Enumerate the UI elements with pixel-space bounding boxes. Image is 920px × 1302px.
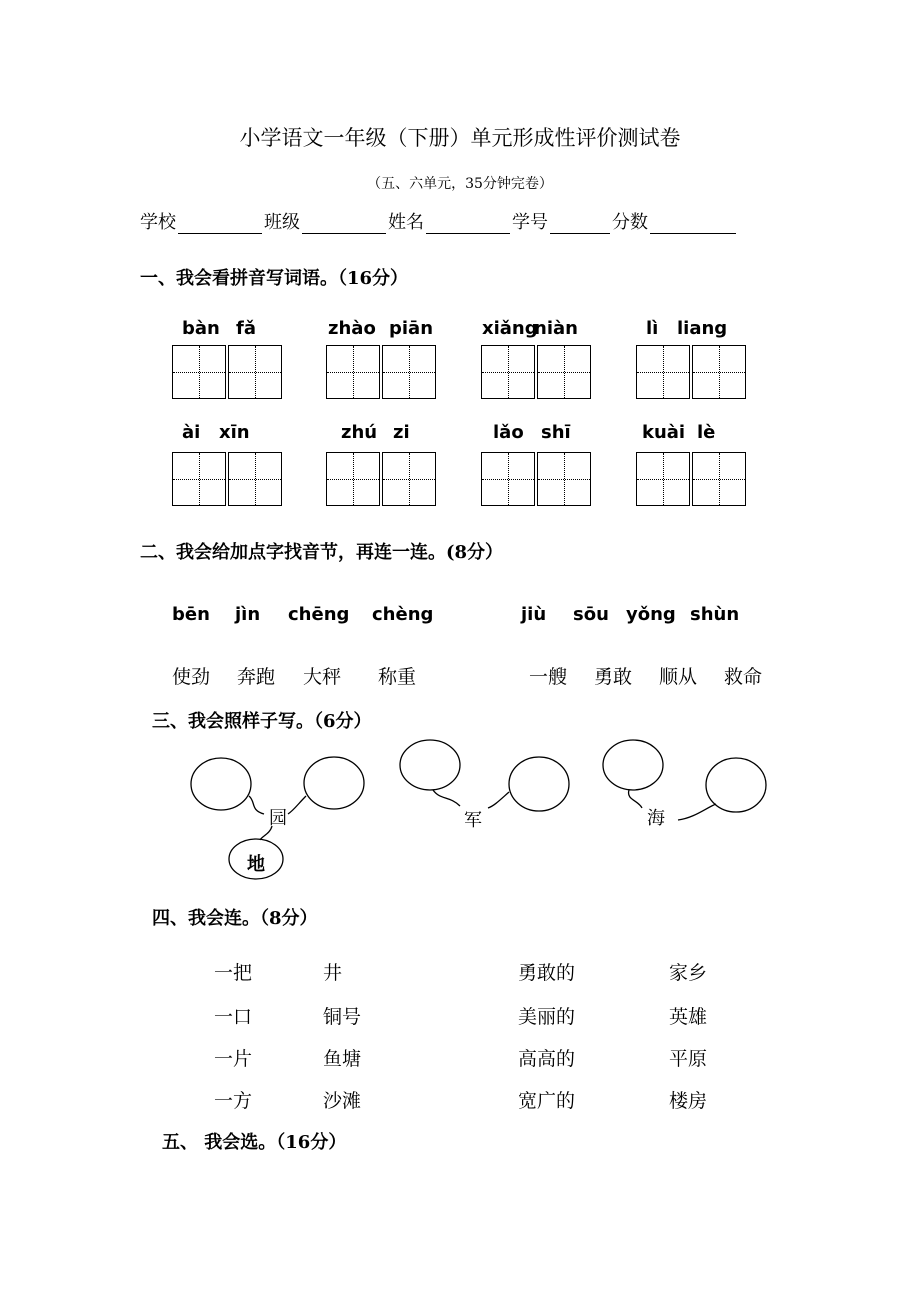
pinyin-xiang: xiǎng (482, 318, 538, 339)
char-yuan: 园 (269, 808, 287, 829)
pinyin-zhao: zhào (328, 318, 376, 339)
pinyin-liang: liang (677, 318, 728, 339)
list-item: 铜号 (323, 1006, 362, 1028)
pinyin-cheng1: chēng (288, 604, 350, 625)
word-jiuming: 救命 (724, 666, 763, 688)
pinyin-zhu: zhú (341, 422, 378, 443)
list-item: 勇敢的 (518, 962, 576, 984)
section4-score: （8分） (260, 908, 318, 929)
list-item: 一把 (214, 962, 253, 984)
pinyin-jin: jìn (235, 604, 261, 625)
answer-bubble[interactable] (191, 758, 251, 810)
list-item: 鱼塘 (323, 1048, 362, 1070)
connector-line (249, 796, 264, 814)
word-chengzhong: 称重 (378, 666, 417, 688)
section4-title: 四、我会连。 (152, 908, 260, 929)
section1-heading: 一、我会看拼音写词语。（16分） (140, 268, 409, 289)
list-item: 一方 (214, 1090, 253, 1112)
answer-bubble[interactable] (400, 740, 460, 790)
pinyin-sou: sōu (573, 604, 609, 625)
list-item: 一口 (214, 1006, 253, 1028)
pinyin-jiu: jiù (521, 604, 547, 625)
page-subtitle: （五、六单元，35分钟完卷） (367, 176, 553, 192)
section3-heading: 三、我会照样子写。（6分） (152, 711, 372, 732)
list-item: 宽广的 (518, 1090, 576, 1112)
connector-line (433, 790, 460, 806)
connector-line (629, 790, 642, 808)
connector-line (288, 796, 306, 814)
answer-bubble[interactable] (304, 757, 364, 809)
page-title: 小学语文一年级（下册）单元形成性评价测试卷 (239, 126, 681, 150)
word-yonggan: 勇敢 (594, 666, 633, 688)
section4-heading (152, 904, 318, 930)
word-shuncong: 顺从 (659, 666, 698, 688)
pinyin-fa: fǎ (236, 318, 256, 339)
pinyin-ai: ài (182, 422, 201, 443)
list-item: 英雄 (669, 1006, 708, 1028)
pinyin-yong: yǒng (626, 604, 676, 625)
list-item: 平原 (669, 1048, 708, 1070)
pinyin-le: lè (697, 422, 716, 443)
pinyin-pian: piān (389, 318, 434, 339)
char-jun: 军 (464, 810, 482, 831)
pinyin-xin: xīn (219, 422, 250, 443)
list-item: 家乡 (669, 962, 708, 984)
word-yisou: 一艘 (529, 666, 568, 688)
pinyin-ben: bēn (172, 604, 210, 625)
school-label: 学校 (140, 212, 176, 233)
connector-line (678, 804, 716, 820)
list-item: 一片 (214, 1048, 253, 1070)
section2-heading: 二、我会给加点字找音节，再连一连。(8分） (140, 542, 504, 563)
pinyin-zi: zi (393, 422, 410, 443)
pinyin-cheng4: chèng (372, 604, 434, 625)
section5-heading: 五、 我会选。（16分） (162, 1132, 347, 1153)
pinyin-lao: lǎo (493, 422, 524, 443)
connector-line (488, 792, 509, 808)
pinyin-shi: shī (541, 422, 571, 443)
name-label: 姓名 (388, 212, 424, 233)
word-shijin: 使劲 (172, 666, 211, 688)
char-hai: 海 (647, 808, 665, 829)
pinyin-shun: shùn (690, 604, 740, 625)
char-di-example: 地 (247, 854, 265, 875)
list-item: 高高的 (518, 1048, 576, 1070)
student-id-label: 学号 (512, 212, 548, 233)
score-label: 分数 (612, 212, 648, 233)
word-benpao: 奔跑 (237, 666, 276, 688)
word-dacheng: 大秤 (303, 666, 342, 688)
answer-bubble[interactable] (509, 757, 569, 811)
list-item: 楼房 (669, 1090, 708, 1112)
answer-bubble[interactable] (603, 740, 663, 790)
pinyin-li: lì (646, 318, 659, 339)
pinyin-kuai: kuài (642, 422, 686, 443)
pinyin-nian: niàn (534, 318, 578, 339)
list-item: 井 (323, 962, 343, 984)
list-item: 美丽的 (518, 1006, 576, 1028)
pinyin-ban: bàn (182, 318, 220, 339)
list-item: 沙滩 (323, 1090, 362, 1112)
class-label: 班级 (264, 212, 300, 233)
